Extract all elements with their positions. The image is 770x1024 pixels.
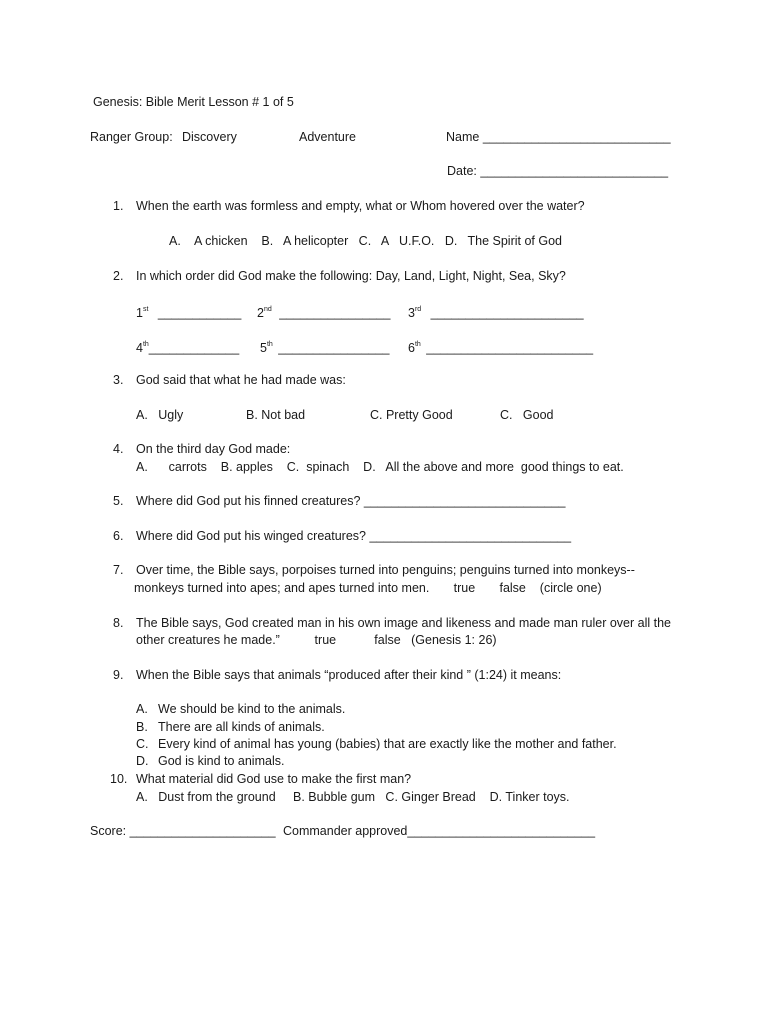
slot-4-blank[interactable]: _____________ — [148, 341, 240, 355]
q8-line2[interactable]: other creatures he made.” true false (Genesis 1: 26) — [136, 633, 497, 647]
q2-number: 2. — [113, 269, 124, 283]
slot-2-blank[interactable]: ________________ — [279, 306, 391, 320]
order-slot-2[interactable] — [257, 302, 390, 321]
slot-6-blank[interactable]: ________________________ — [426, 341, 594, 355]
q7-line2[interactable]: monkeys turned into apes; and apes turned into men. true false (circle one) — [134, 581, 602, 595]
q5-text[interactable]: Where did God put his finned creatures? _____________________________ — [136, 494, 566, 508]
ranger-group-label: Ranger Group: — [90, 130, 173, 144]
q3-number: 3. — [113, 373, 124, 387]
group-discovery: Discovery — [182, 130, 237, 144]
slot-1-num: 1 — [136, 306, 143, 320]
slot-5-sup: th — [266, 341, 273, 348]
slot-2-sup: nd — [263, 306, 272, 313]
order-slot-3[interactable] — [408, 302, 584, 321]
q1-number: 1. — [113, 199, 124, 213]
group-adventure: Adventure — [299, 130, 356, 144]
date-field[interactable]: Date: ___________________________ — [447, 164, 669, 178]
order-slot-5[interactable] — [260, 337, 390, 356]
q9-option-d-letter: D. — [136, 754, 149, 768]
slot-3-blank[interactable]: ______________________ — [430, 306, 584, 320]
q4-text: On the third day God made: — [136, 442, 291, 456]
slot-1-sup: st — [142, 306, 149, 313]
q9-option-d[interactable]: God is kind to animals. — [158, 754, 285, 768]
q9-option-a-letter: A. — [136, 702, 148, 716]
q7-number: 7. — [113, 563, 124, 577]
q3-option-d[interactable]: C. Good — [500, 408, 554, 422]
q3-text: God said that what he had made was: — [136, 373, 346, 387]
q8-line1: The Bible says, God created man in his own image and likeness and made man ruler over all the — [136, 616, 672, 630]
q9-option-c-letter: C. — [136, 737, 149, 751]
q3-option-a[interactable]: A. Ugly — [136, 408, 184, 422]
name-field[interactable]: Name ___________________________ — [446, 130, 671, 144]
slot-5-num: 5 — [260, 341, 267, 355]
slot-6-sup: th — [414, 341, 421, 348]
q10-number: 10. — [110, 772, 128, 786]
q4-number: 4. — [113, 442, 124, 456]
q9-number: 9. — [113, 668, 124, 682]
q9-option-a[interactable]: We should be kind to the animals. — [158, 702, 346, 716]
q10-text: What material did God use to make the first man? — [136, 772, 412, 786]
lesson-title: Genesis: Bible Merit Lesson # 1 of 5 — [93, 95, 294, 109]
q6-text[interactable]: Where did God put his winged creatures? _____________________________ — [136, 529, 572, 543]
slot-3-num: 3 — [408, 306, 415, 320]
slot-6-num: 6 — [408, 341, 415, 355]
q9-option-b-letter: B. — [136, 720, 148, 734]
q1-text: When the earth was formless and empty, what or Whom hovered over the water? — [136, 199, 585, 213]
order-slot-4[interactable] — [136, 337, 239, 356]
slot-2-num: 2 — [257, 306, 264, 320]
slot-5-blank[interactable]: ________________ — [278, 341, 390, 355]
q1-options[interactable]: A. A chicken B. A helicopter C. A U.F.O. D. The Spirit of God — [169, 234, 562, 248]
q3-option-c[interactable]: C. Pretty Good — [370, 408, 453, 422]
slot-3-sup: rd — [414, 306, 422, 313]
order-slot-6[interactable] — [408, 337, 593, 356]
slot-1-blank[interactable]: ____________ — [157, 306, 242, 320]
q10-options[interactable]: A. Dust from the ground B. Bubble gum C. Ginger Bread D. Tinker toys. — [136, 790, 570, 804]
q9-option-c[interactable]: Every kind of animal has young (babies) that are exactly like the mother and father. — [158, 737, 617, 751]
q3-option-b[interactable]: B. Not bad — [246, 408, 306, 422]
q4-options[interactable]: A. carrots B. apples C. spinach D. All the above and more good things to eat. — [136, 460, 624, 474]
commander-approved-field[interactable]: Commander approved___________________________ — [283, 824, 596, 838]
q2-text: In which order did God make the following: Day, Land, Light, Night, Sea, Sky? — [136, 269, 566, 283]
q5-number: 5. — [113, 494, 124, 508]
q9-option-b[interactable]: There are all kinds of animals. — [158, 720, 325, 734]
order-slot-1[interactable] — [136, 302, 241, 321]
slot-4-num: 4 — [136, 341, 143, 355]
q8-number: 8. — [113, 616, 124, 630]
q9-text: When the Bible says that animals “produced after their kind ” (1:24) it means: — [136, 668, 562, 682]
q6-number: 6. — [113, 529, 124, 543]
score-field[interactable]: Score: _____________________ — [90, 824, 276, 838]
q7-line1: Over time, the Bible says, porpoises turned into penguins; penguins turned into monkeys-- — [136, 563, 635, 577]
slot-4-sup: th — [142, 341, 149, 348]
